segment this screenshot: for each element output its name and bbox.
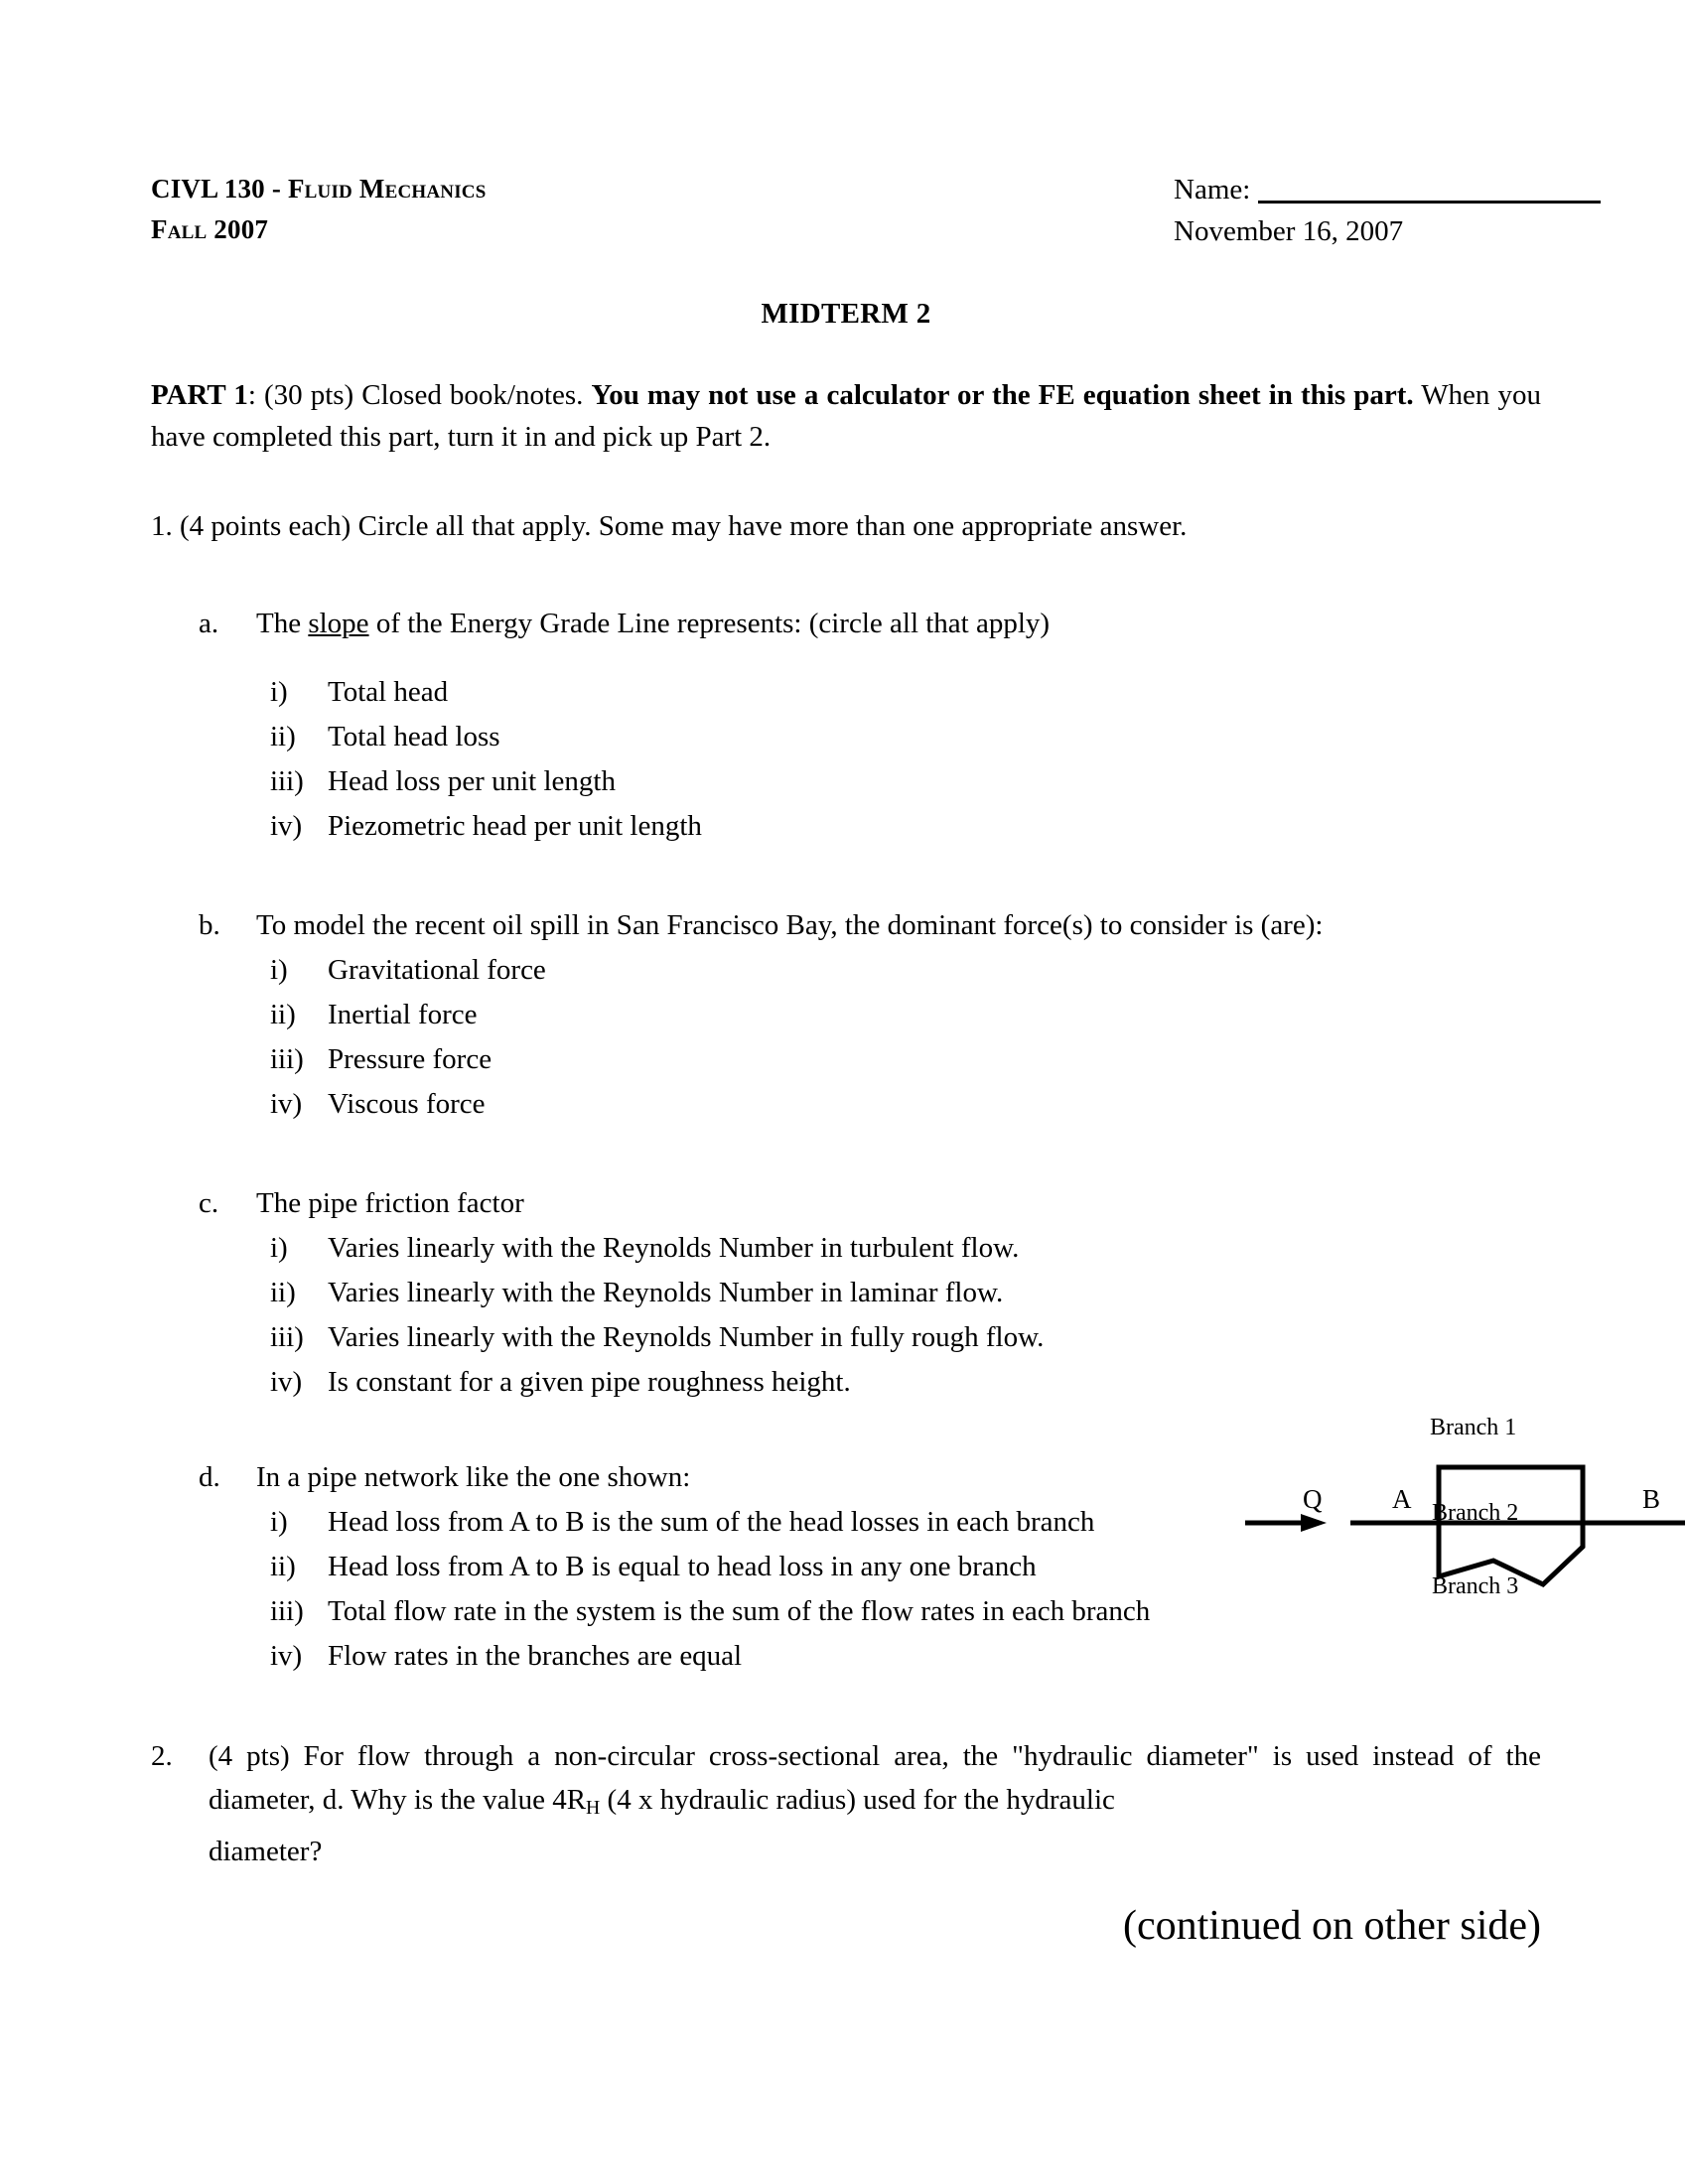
question-1c-stem: The pipe friction factor	[256, 1187, 524, 1219]
question-1a-options	[270, 670, 1541, 849]
option-iv[interactable]	[270, 804, 1541, 849]
option-iv-label: Piezometric head per unit length	[328, 810, 702, 842]
option-i-marker: i)	[270, 1506, 288, 1538]
branch-3-label: Branch 3	[1432, 1573, 1519, 1599]
option-i[interactable]	[270, 948, 1541, 993]
option-iii-label: Total flow rate in the system is the sum of the flow rates in each branch	[328, 1595, 1151, 1627]
question-1a-marker: a.	[199, 608, 219, 639]
option-iii-label: Pressure force	[328, 1043, 492, 1075]
option-iii[interactable]	[270, 1037, 1541, 1082]
option-ii[interactable]	[270, 1271, 1541, 1315]
stem-underlined-word: slope	[308, 608, 369, 639]
option-i-label: Head loss from A to B is the sum of the head losses in each branch	[328, 1506, 1095, 1538]
student-info	[1174, 169, 1601, 252]
option-i-label: Gravitational force	[328, 954, 546, 986]
exam-date: November 16, 2007	[1174, 215, 1404, 247]
pipe-network-diagram	[1233, 1415, 1688, 1603]
option-iv-marker: iv)	[270, 1088, 303, 1120]
stem-post: of the Energy Grade Line represents: (circle all that apply)	[368, 608, 1051, 639]
option-ii-label: Inertial force	[328, 999, 478, 1030]
course-title: CIVL 130 - Fluid Mechanics	[151, 174, 487, 204]
option-iii-marker: iii)	[270, 1321, 304, 1353]
question-1c-marker: c.	[199, 1187, 219, 1219]
question-1b-stem: To model the recent oil spill in San Francisco Bay, the dominant force(s) to consider is (are):	[256, 909, 1324, 941]
question-1b-options	[270, 948, 1541, 1127]
question-2-line3: diameter?	[209, 1835, 323, 1867]
page-footer	[151, 1901, 1541, 1951]
option-iv[interactable]	[270, 1082, 1541, 1127]
part1-text-a: : (30 pts) Closed book/notes.	[247, 379, 584, 411]
option-iii-label: Varies linearly with the Reynolds Number in fully rough flow.	[328, 1321, 1045, 1353]
name-row	[1174, 169, 1601, 210]
option-iv-marker: iv)	[270, 1640, 303, 1672]
question-2-line1: (4 pts) For flow through a non-circular cross-sectional area, the "hydraulic diameter" is used	[209, 1740, 1359, 1772]
option-iii-marker: iii)	[270, 1043, 304, 1075]
option-i-marker: i)	[270, 954, 288, 986]
option-i[interactable]	[270, 1226, 1541, 1271]
part1-text-c: When you have completed this part, turn it in and pick up Part 2.	[151, 379, 1542, 453]
node-a-label: A	[1392, 1484, 1412, 1514]
course-heading	[151, 169, 487, 250]
option-ii-marker: ii)	[270, 721, 296, 752]
option-ii[interactable]	[270, 715, 1541, 759]
continued-note: (continued on other side)	[1122, 1903, 1541, 1949]
option-iii[interactable]	[270, 1315, 1541, 1360]
page-title: MIDTERM 2	[761, 298, 931, 330]
option-ii-marker: ii)	[270, 1277, 296, 1308]
page-content	[151, 169, 1661, 1949]
question-1a-stem	[256, 608, 1050, 639]
option-i-marker: i)	[270, 1232, 288, 1264]
question-1b	[199, 904, 1541, 1127]
option-ii-marker: ii)	[270, 999, 296, 1030]
question-1d-stem: In a pipe network like the one shown:	[256, 1461, 691, 1493]
question-1b-marker: b.	[199, 909, 220, 941]
node-b-label: B	[1642, 1484, 1661, 1514]
part1-warning: You may not use a calculator or the FE equation sheet in this part.	[591, 379, 1414, 411]
question-1d-marker: d.	[199, 1461, 220, 1493]
option-i-label: Total head	[328, 676, 449, 708]
option-i-marker: i)	[270, 676, 288, 708]
stem-pre: The	[256, 608, 309, 639]
flow-rate-label: Q	[1303, 1484, 1323, 1514]
question-1-lead	[151, 505, 1541, 547]
question-2	[151, 1734, 1541, 1873]
question-1c	[199, 1182, 1541, 1405]
name-blank-line[interactable]	[1258, 201, 1601, 204]
question-1a	[199, 603, 1541, 849]
name-label: Name:	[1174, 174, 1251, 205]
option-iii-marker: iii)	[270, 765, 304, 797]
course-term: Fall 2007	[151, 214, 269, 244]
option-ii-marker: ii)	[270, 1551, 296, 1582]
option-iii-marker: iii)	[270, 1595, 304, 1627]
option-iv-marker: iv)	[270, 810, 303, 842]
option-iii[interactable]	[270, 759, 1541, 804]
question-2-marker: 2.	[151, 1740, 173, 1772]
option-ii-label: Head loss from A to B is equal to head loss in any one branch	[328, 1551, 1037, 1582]
part1-instructions	[151, 374, 1541, 458]
flow-arrow-icon	[1245, 1514, 1327, 1532]
option-i-label: Varies linearly with the Reynolds Number in turbulent flow.	[328, 1232, 1020, 1264]
branch-2-label: Branch 2	[1432, 1500, 1519, 1526]
page-header	[151, 169, 1541, 254]
option-iv-label: Flow rates in the branches are equal	[328, 1640, 743, 1672]
question-2-subscript: H	[586, 1796, 601, 1819]
branch-1-label: Branch 1	[1430, 1415, 1517, 1440]
question-1-lead-text: (4 points each) Circle all that apply. Some may have more than one appropriate answer.	[180, 510, 1188, 542]
option-ii-label: Varies linearly with the Reynolds Number in laminar flow.	[328, 1277, 1004, 1308]
option-iii-label: Head loss per unit length	[328, 765, 616, 797]
part1-label: PART 1	[151, 379, 248, 411]
option-iv[interactable]	[270, 1634, 1541, 1679]
option-iv-label: Viscous force	[328, 1088, 486, 1120]
option-ii[interactable]	[270, 993, 1541, 1037]
option-ii-label: Total head loss	[328, 721, 500, 752]
question-2-line2-post: (4 x hydraulic radius) used for the hydraulic	[600, 1784, 1115, 1816]
question-1-marker: 1.	[151, 510, 173, 542]
option-i[interactable]	[270, 670, 1541, 715]
question-2-line2-pre: instead of the diameter, d. Why is the value 4R	[209, 1740, 1541, 1816]
question-1c-options	[270, 1226, 1541, 1405]
option-iv-label: Is constant for a given pipe roughness height.	[328, 1366, 851, 1398]
option-iv[interactable]	[270, 1360, 1541, 1405]
option-iv-marker: iv)	[270, 1366, 303, 1398]
